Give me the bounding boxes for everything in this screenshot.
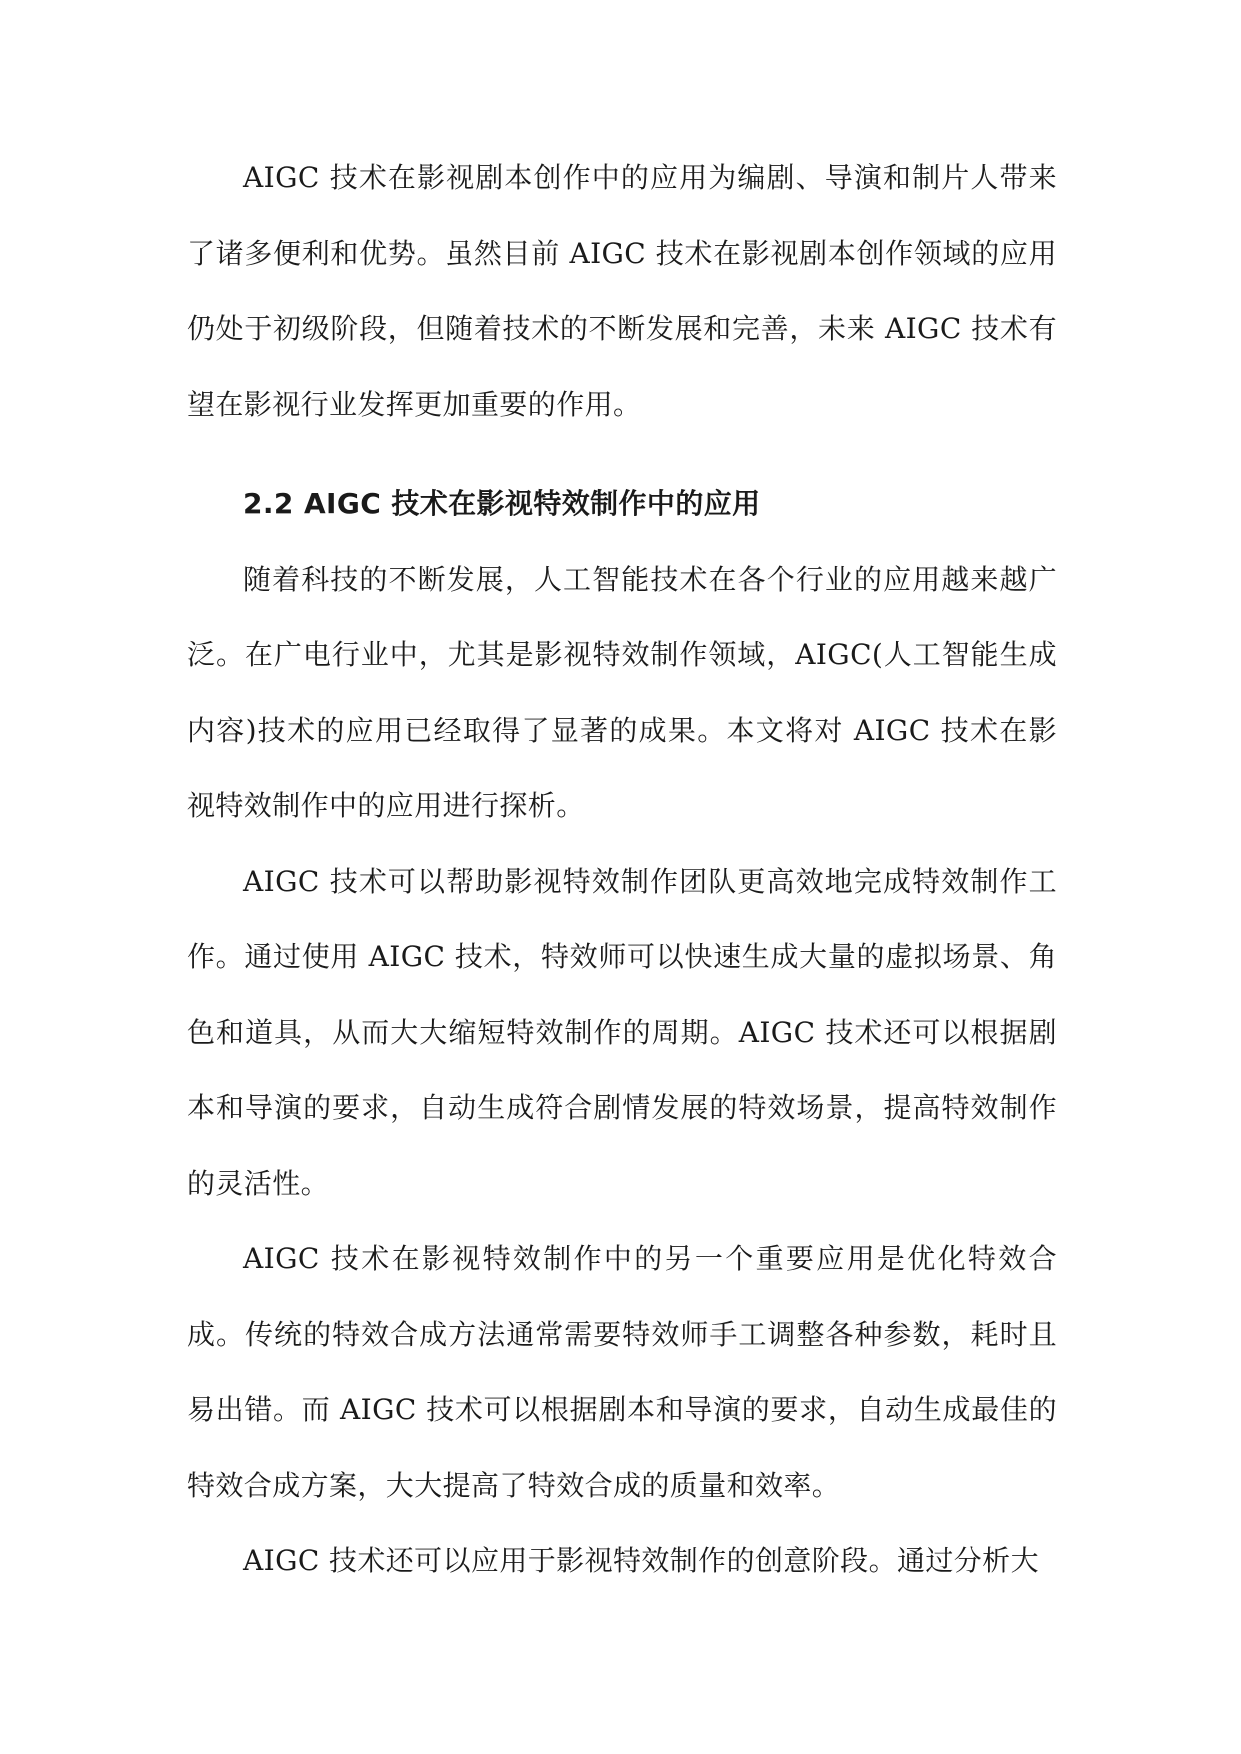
document-body (187, 140, 1057, 1599)
paragraph-1: 随着科技的不断发展，人工智能技术在各个行业的应用越来越广泛。在广电行业中，尤其是影视特效制作领域，AIGC(人工智能生成内容)技术的应用已经取得了显著的成果。本文将对 AIGC 技术在影视特效制作中的应用进行探析。 (187, 562, 1057, 822)
paragraph-4: AIGC 技术还可以应用于影视特效制作的创意阶段。通过分析大 (243, 1544, 1039, 1577)
paragraph-3: AIGC 技术在影视特效制作中的另一个重要应用是优化特效合成。传统的特效合成方法通常需要特效师手工调整各种参数，耗时且易出错。而 AIGC 技术可以根据剧本和导演的要求，自动生成最佳的特效合成方案，大大提高了特效合成的质量和效率。 (187, 1242, 1057, 1502)
section-heading: 2.2 AIGC 技术在影视特效制作中的应用 (243, 487, 761, 520)
paragraph-2: AIGC 技术可以帮助影视特效制作团队更高效地完成特效制作工作。通过使用 AIGC 技术，特效师可以快速生成大量的虚拟场景、角色和道具，从而大大缩短特效制作的周期。AIGC 技术还可以根据剧本和导演的要求，自动生成符合剧情发展的特效场景，提高特效制作的灵活性。 (187, 864, 1057, 1200)
paragraph-intro: AIGC 技术在影视剧本创作中的应用为编剧、导演和制片人带来了诸多便利和优势。虽然目前 AIGC 技术在影视剧本创作领域的应用仍处于初级阶段，但随着技术的不断发展和完善，未来 AIGC 技术有望在影视行业发挥更加重要的作用。 (187, 161, 1057, 421)
